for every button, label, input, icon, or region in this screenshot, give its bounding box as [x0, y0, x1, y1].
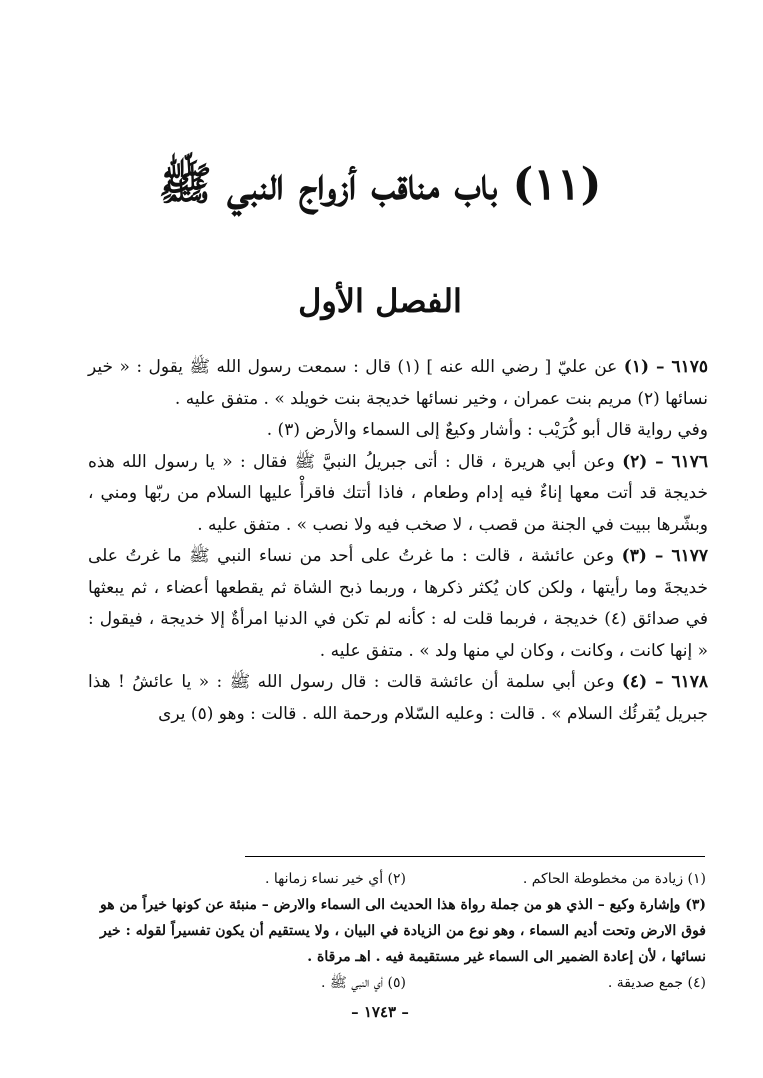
- footnote-2: (٢) أي خير نساء زمانها .: [265, 871, 406, 887]
- footnotes: [100, 866, 706, 996]
- hadith-6178: [88, 667, 708, 730]
- hadith-text: وعن أبي هريرة ، قال : أتى جبريلُ النبيَّ ﷺ فقال : « يا رسول الله هذه خديجة قد أتت معها إناءٌ فيه إدام وطعام ، فاذا أتتك فاقرأْ عليها السلام من ربّها ومني ، وبشّرها ببيت في الجنة من قصب ، لا صخب فيه ولا نصب » . متفق عليه .: [88, 451, 708, 535]
- footnote-3: (٣) وإشارة وكيع – الذي هو من جملة رواة هذا الحديث الى السماء والارض – منبئة عن كونها خيراً من هو فوق الارض وتحت أديم السماء ، وهو نوع من الزيادة في البيان ، ولا يستقيم أن يكون تفسيراً لقوله : خير نسائها ، لأن إعادة الضمير الى السماء غير مستقيمة فيه . اهـ مرقاة .: [100, 897, 706, 965]
- hadith-number: ٦١٧٦ – (٢): [622, 451, 708, 472]
- hadith-text: وفي رواية قال أبو كُرَيْب : وأشار وكيعٌ إلى السماء والأرض (٣) .: [266, 420, 708, 440]
- footnote-5: (٥) أي النبي ﷺ .: [320, 975, 406, 991]
- hadith-6177: [88, 541, 708, 667]
- hadith-6176: [88, 447, 708, 542]
- footnote-row: [100, 866, 706, 892]
- footnote-divider: [245, 856, 705, 857]
- footnote-row: [100, 970, 706, 996]
- hadith-text: وعن أبي سلمة أن عائشة قالت : قال رسول الله ﷺ : « يا عائشُ ! هذا جبريل يُقرئُك السلام » . قالت : وعليه السّلام ورحمة الله . قالت : وهو (٥) يرى: [88, 672, 708, 724]
- page-number: – ١٧٤٣ –: [351, 1003, 409, 1021]
- narration-note: [88, 415, 708, 447]
- chapter-title: (١١) باب مناقب أزواج النبي ﷺ: [158, 159, 602, 210]
- footnote-4: (٤) جمع صديقة .: [607, 975, 706, 991]
- hadith-6175: [88, 352, 708, 415]
- hadith-body: [88, 352, 708, 730]
- hadith-number: ٦١٧٧ – (٣): [621, 546, 708, 566]
- section-title: الفصل الأول: [298, 282, 462, 320]
- hadith-text: وعن عائشة ، قالت : ما غرتُ على أحد من نساء النبي ﷺ ما غرتُ على خديجةَ وما رأيتها ، ولكن كان يُكثر ذكرها ، وربما ذبح الشاة ثم يقطعها أعضاء ، ثم يبعثها في صدائق (٤) خديجة ، فربما قلت له : كأنه لم تكن في الدنيا امرأةٌ إلا خديجة ، فيقول : « إنها كانت ، وكانت ، وكان لي منها ولد » . متفق عليه .: [88, 546, 708, 661]
- footnote-1: (١) زيادة من مخطوطة الحاكم .: [522, 871, 706, 887]
- hadith-number: ٦١٧٥ – (١): [623, 357, 708, 377]
- hadith-text: عن عليّ [ رضي الله عنه ] (١) قال : سمعت رسول الله ﷺ يقول : « خير نسائها (٢) مريم بنت عمران ، وخير نسائها خديجة بنت خويلد » . متفق عليه .: [88, 357, 708, 409]
- hadith-number: ٦١٧٨ – (٤): [621, 672, 708, 692]
